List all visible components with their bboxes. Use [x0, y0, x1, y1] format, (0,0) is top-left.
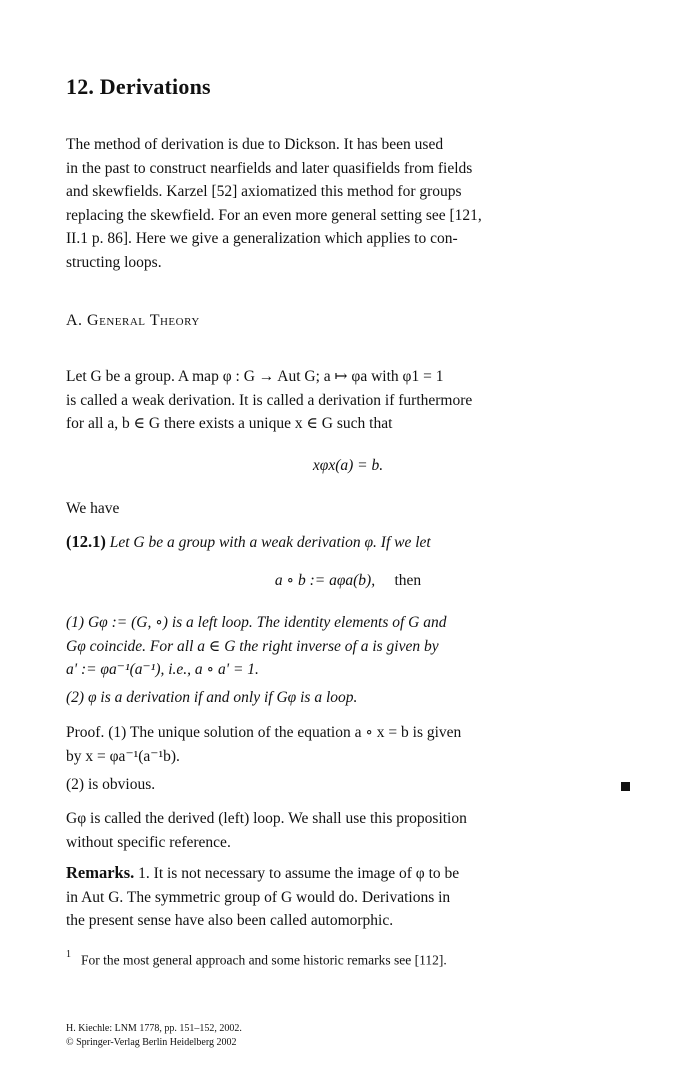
- intro-line: II.1 p. 86]. Here we give a generalization which applies to con-: [66, 230, 458, 247]
- proof-paragraph: [66, 721, 630, 768]
- derived-line: without specific reference.: [66, 833, 231, 851]
- theorem-item-1: [66, 611, 630, 682]
- proof-end-line: (2) is obvious.: [66, 776, 156, 793]
- intro-paragraph: [66, 133, 630, 274]
- proof-end: [66, 773, 630, 797]
- definition-paragraph: [66, 365, 630, 436]
- definition-line: is called a weak derivation. It is called a derivation if furthermore: [66, 391, 473, 409]
- operation-definition: a ∘ b := aφa(b),: [274, 572, 376, 589]
- qed-square-icon: [621, 782, 630, 791]
- proof-line: Proof. (1) The unique solution of the equation a ∘ x = b is given: [66, 724, 462, 741]
- display-equation-1: xφx(a) = b.: [312, 457, 384, 474]
- intro-line: replacing the skewfield. For an even more general setting see [121,: [66, 206, 482, 224]
- imprint: [66, 1022, 242, 1050]
- footnote-mark: 1: [66, 949, 71, 960]
- derived-loop-paragraph: [66, 807, 630, 854]
- theorem-statement: Let G be a group with a weak derivation φ. If we let: [109, 534, 431, 551]
- theorem-item-2: [66, 686, 630, 710]
- we-have-text: [66, 497, 630, 521]
- intro-line: The method of derivation is due to Dickson. It has been used: [66, 136, 444, 153]
- remarks-label: Remarks.: [66, 863, 135, 882]
- theorem-12-1: [66, 530, 630, 555]
- display-equation-2: [66, 571, 630, 590]
- item-1-line: (1) Gφ := (G, ∘) is a left loop. The identity elements of G and: [66, 614, 447, 631]
- item-1-line: a' := φa⁻¹(a⁻¹), i.e., a ∘ a' = 1.: [66, 661, 259, 678]
- theorem-label: (12.1): [66, 532, 106, 551]
- section-title: A. General Theory: [66, 312, 200, 329]
- intro-line: in the past to construct nearfields and later quasifields from fields: [66, 159, 473, 177]
- imprint-line: © Springer-Verlag Berlin Heidelberg 2002: [66, 1037, 237, 1048]
- intro-line: and skewfields. Karzel [52] axiomatized this method for groups: [66, 183, 462, 200]
- then-word: then: [394, 572, 422, 589]
- footnote-text: For the most general approach and some historic remarks see [112].: [81, 952, 447, 968]
- remarks-paragraph: [66, 861, 630, 933]
- definition-line: for all a, b ∈ G there exists a unique x ∈ G such that: [66, 415, 393, 432]
- item-2-line: (2) φ is a derivation if and only if Gφ is a loop.: [66, 689, 358, 706]
- footnote: [66, 951, 630, 969]
- intro-line: structing loops.: [66, 253, 162, 271]
- definition-line: Let G be a group. A map φ : G → Aut G; a ↦ φa with φ1 = 1: [66, 368, 444, 385]
- remarks-line: in Aut G. The symmetric group of G would do. Derivations in: [66, 888, 451, 906]
- remarks-line: the present sense have also been called automorphic.: [66, 912, 394, 929]
- remarks-line: 1. It is not necessary to assume the image of φ to be: [138, 865, 460, 882]
- imprint-line: H. Kiechle: LNM 1778, pp. 151–152, 2002.: [66, 1023, 242, 1034]
- item-1-line: Gφ coincide. For all a ∈ G the right inverse of a is given by: [66, 637, 439, 655]
- we-have-line: We have: [66, 500, 120, 517]
- proof-line: by x = φa⁻¹(a⁻¹b).: [66, 747, 180, 765]
- chapter-title: 12. Derivations: [66, 74, 211, 99]
- derived-line: Gφ is called the derived (left) loop. We shall use this proposition: [66, 810, 467, 827]
